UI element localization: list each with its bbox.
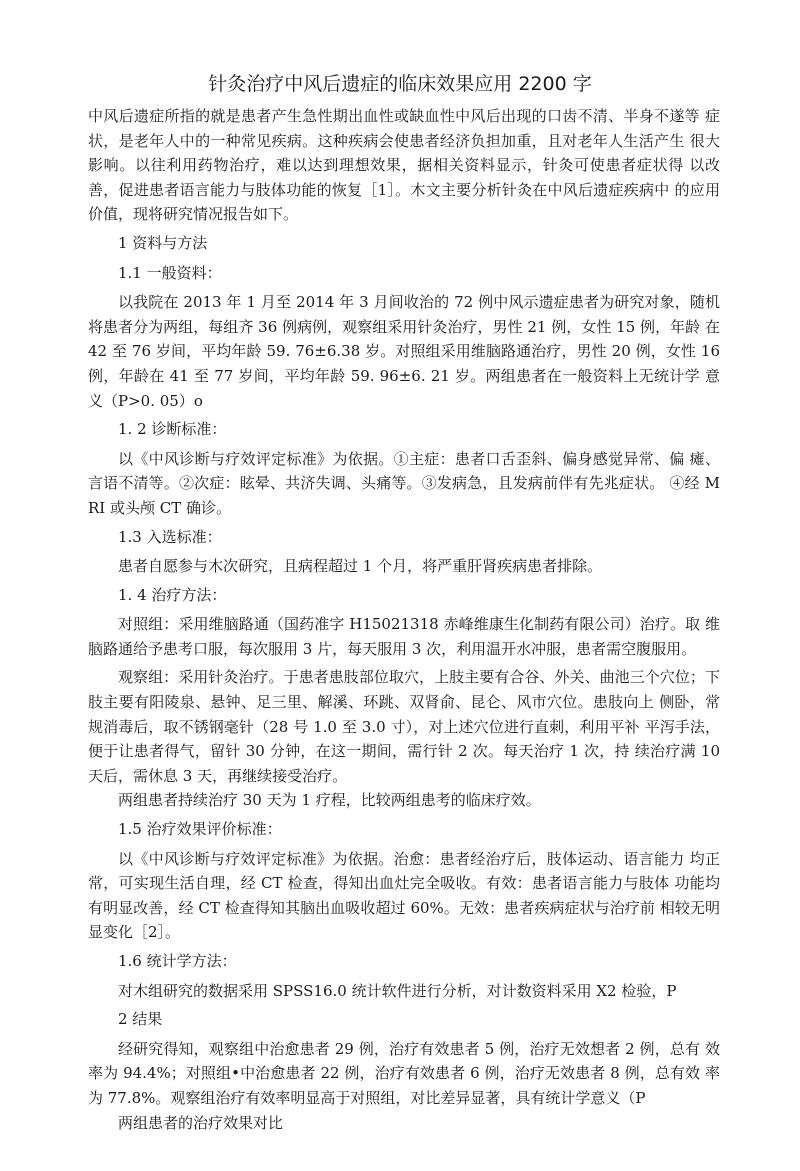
section-1-2-paragraph: 以《中风诊断与疗效评定标准》为依据。①主症：患者口舌歪斜、偏身感觉异常、偏 瘫、言语不清等。②次症：眩晕、共济失调、头痛等。③发病急，且发病前伴有先兆症状。 ④经 MRI 或头颅 CT 确诊。 — [88, 449, 720, 517]
control-group-paragraph: 对照组：采用维脑路通（国药准字 H15021318 赤峰维康生化制药有限公司）治疗。取 维脑路通给予患考口服，每次服用 3 片，每天服用 3 次，利用温开水冲服，患者需空腹服用。 — [88, 615, 720, 658]
section-1-1-heading: 1.1 一般资料： — [118, 263, 222, 282]
results-paragraph: 经研究得知，观察组中治愈患者 29 例，治疗有效患者 5 例，治疗无效想者 2 例，总有 效率为 94.4%；对照组•中治愈患者 22 例，治疗有效患者 6 例，治疗无效患者 8 例，总有效 率为 77.8%。观察组治疗有效率明显高于对照组，对比差异显著，具有统计学意义（P — [88, 1039, 720, 1107]
table-caption: 两组患者的治疗效果对比 — [118, 1113, 284, 1132]
section-1-6-heading: 1.6 统计学方法： — [118, 952, 237, 970]
section-1-4-heading: 1. 4 治疗方法： — [118, 585, 227, 604]
section-1-6-paragraph: 对木组研究的数据采用 SPSS16.0 统计软件进行分析，对计数资料采用 X2 检验，P — [118, 981, 677, 1000]
observation-group-paragraph: 观察组：采用针灸治疗。于患者患肢部位取穴，上肢主要有合谷、外关、曲池三个穴位；下肢主要有阳陵泉、悬钟、足三里、解溪、环跳、双肾俞、昆仑、风市穴位。患肢向上 侧卧，常规消毒后，取不锈钢毫针（28 号 1.0 至 3.0 寸），对上述穴位进行直刺，利用平补 平泻手法，便于让患者得气，留针 30 分钟，在这一期间，需行针 2 次。每天治疗 1 次，持 续治疗满 10 天后，需休息 3 天，再继续接受治疗。 — [88, 668, 720, 785]
section-1-5-heading: 1.5 治疗效果评价标准： — [118, 820, 282, 839]
section-1-3-paragraph: 患者自愿参与木次研究，且病程超过 1 个月，将严重肝肾疾病患者排除。 — [118, 557, 603, 576]
treatment-course-paragraph: 两组患者持续治疗 30 天为 1 疗程，比较两组患考的临床疗效。 — [118, 791, 541, 810]
document-title: 针灸治疗中风后遗症的临床效果应用 2200 字 — [208, 73, 592, 95]
intro-paragraph: 中风后遗症所指的就是患者产生急性期出血性或缺血性中风后出现的口齿不清、半身不遂等 症状，是老年人中的一种常见疾病。这种疾病会使患者经济负担加重，且对老年人生活产生 很大影响。以往利用药物治疗，难以达到理想效果，据相关资料显示，针灸可使患者症状得 以改善，促进患者语言能力与肢体功能的恢复［1］。木文主要分析针灸在中风后遗症疾病中 的应用价值，现将研究情况报告如下。 — [88, 107, 720, 224]
section-1-3-heading: 1.3 入选标准： — [118, 527, 222, 546]
section-1-2-heading: 1. 2 诊断标准： — [118, 420, 227, 439]
section-1-heading: 1 资料与方法 — [118, 233, 208, 252]
section-2-heading: 2 结果 — [118, 1010, 163, 1029]
document-body — [88, 104, 720, 1140]
section-1-5-paragraph: 以《中风诊断与疗效评定标准》为依据。治愈：患者经治疗后，肢体运动、语言能力 均正常，可实现生活自理，经 CT 检查，得知出血灶完全吸收。有效：患者语言能力与肢体 功能均有明显改善，经 CT 检查得知其脑出血吸收超过 60%。无效：患者疾病症状与治疗前 相较无明显变化［2］。 — [88, 849, 720, 942]
section-1-1-paragraph: 以我院在 2013 年 1 月至 2014 年 3 月间收治的 72 例中风示遗症患者为研究对象，随机 将患者分为两组，每组齐 36 例病例，观察组采用针灸治疗，男性 21 例，女性 15 例，年龄 在 42 至 76 岁间，平均年龄 59. 76±6.38 岁。对照组采用维脑路通治疗，男性 20 例，女性 16 例，年龄在 41 至 77 岁间，平均年龄 59. 96±6. 21 岁。两组患者在一般资料上无统计学 意义（P>0. 05）o — [88, 293, 720, 410]
